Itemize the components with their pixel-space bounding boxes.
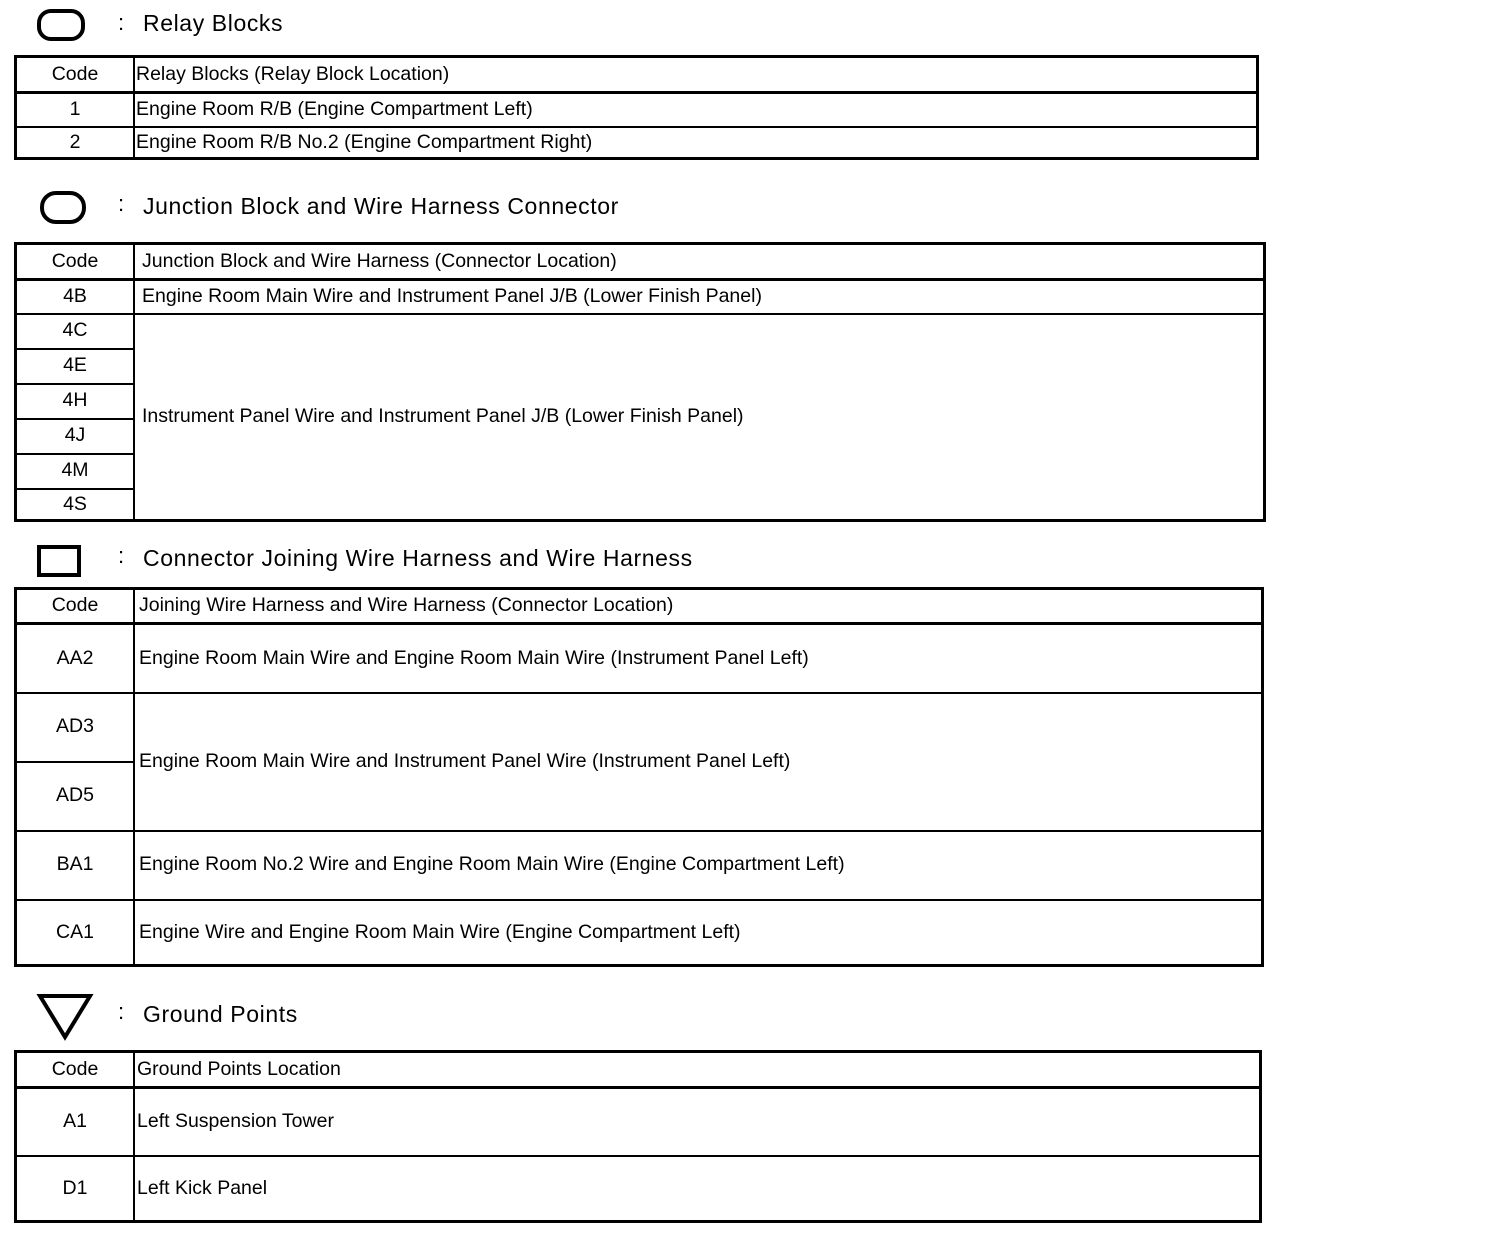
table-row xyxy=(16,831,1263,900)
connector-joining-title: Connector Joining Wire Harness and Wire Harness xyxy=(143,545,693,571)
row-location: Engine Wire and Engine Room Main Wire (Engine Compartment Left) xyxy=(134,900,1263,966)
table-row xyxy=(16,1088,1261,1156)
row-code: AD5 xyxy=(16,762,135,831)
connector-joining-table xyxy=(14,587,1264,967)
location-header: Ground Points Location xyxy=(134,1052,1261,1088)
row-code: AD3 xyxy=(16,693,135,762)
table-row xyxy=(16,693,1263,762)
row-code: 4B xyxy=(16,280,135,314)
table-row xyxy=(16,280,1265,314)
row-location: Left Suspension Tower xyxy=(134,1088,1261,1156)
ground-points-header xyxy=(0,995,900,1035)
table-header-row xyxy=(16,589,1263,624)
junction-block-header xyxy=(0,187,900,227)
connector-joining-colon: : xyxy=(118,543,125,568)
table-row xyxy=(16,900,1263,966)
row-code: 4S xyxy=(16,489,135,521)
junction-block-colon: : xyxy=(118,191,125,216)
location-header: Junction Block and Wire Harness (Connector Location) xyxy=(134,244,1265,280)
row-location: Left Kick Panel xyxy=(134,1156,1261,1222)
table-row xyxy=(16,93,1258,127)
ground-points-table xyxy=(14,1050,1262,1223)
ground-points-title: Ground Points xyxy=(143,1001,298,1027)
oval-icon xyxy=(36,190,92,226)
row-location: Engine Room R/B (Engine Compartment Left) xyxy=(134,93,1258,127)
row-code: 4M xyxy=(16,454,135,489)
connector-joining-header xyxy=(0,539,900,579)
row-code: BA1 xyxy=(16,831,135,900)
row-location: Engine Room Main Wire and Instrument Panel J/B (Lower Finish Panel) xyxy=(134,280,1265,314)
relay-blocks-header xyxy=(0,4,900,44)
triangle-icon xyxy=(36,993,96,1041)
table-row xyxy=(16,1156,1261,1222)
table-row xyxy=(16,624,1263,693)
row-code: 4H xyxy=(16,384,135,419)
row-code: 1 xyxy=(16,93,135,127)
rounded-rectangle-icon xyxy=(36,8,90,42)
row-location: Engine Room Main Wire and Instrument Panel Wire (Instrument Panel Left) xyxy=(134,693,1263,831)
ground-points-colon: : xyxy=(118,999,125,1024)
location-header: Relay Blocks (Relay Block Location) xyxy=(134,57,1258,93)
row-code: A1 xyxy=(16,1088,135,1156)
row-code: 4E xyxy=(16,349,135,384)
table-row xyxy=(16,127,1258,159)
relay-blocks-colon: : xyxy=(118,10,125,35)
table-row xyxy=(16,314,1265,349)
junction-block-title: Junction Block and Wire Harness Connector xyxy=(143,193,619,219)
location-header: Joining Wire Harness and Wire Harness (Connector Location) xyxy=(134,589,1263,624)
row-code: D1 xyxy=(16,1156,135,1222)
row-code: AA2 xyxy=(16,624,135,693)
table-header-row xyxy=(16,57,1258,93)
row-code: CA1 xyxy=(16,900,135,966)
row-code: 4J xyxy=(16,419,135,454)
rectangle-icon xyxy=(36,544,86,580)
code-header: Code xyxy=(16,244,135,280)
row-code: 4C xyxy=(16,314,135,349)
junction-block-table xyxy=(14,242,1266,522)
row-location: Engine Room Main Wire and Engine Room Main Wire (Instrument Panel Left) xyxy=(134,624,1263,693)
row-location: Engine Room R/B No.2 (Engine Compartment Right) xyxy=(134,127,1258,159)
code-header: Code xyxy=(16,57,135,93)
code-header: Code xyxy=(16,1052,135,1088)
row-code: 2 xyxy=(16,127,135,159)
row-location: Engine Room No.2 Wire and Engine Room Main Wire (Engine Compartment Left) xyxy=(134,831,1263,900)
relay-blocks-title: Relay Blocks xyxy=(143,10,284,36)
table-header-row xyxy=(16,1052,1261,1088)
code-header: Code xyxy=(16,589,135,624)
table-header-row xyxy=(16,244,1265,280)
relay-blocks-table xyxy=(14,55,1259,160)
row-location: Instrument Panel Wire and Instrument Panel J/B (Lower Finish Panel) xyxy=(134,314,1265,521)
